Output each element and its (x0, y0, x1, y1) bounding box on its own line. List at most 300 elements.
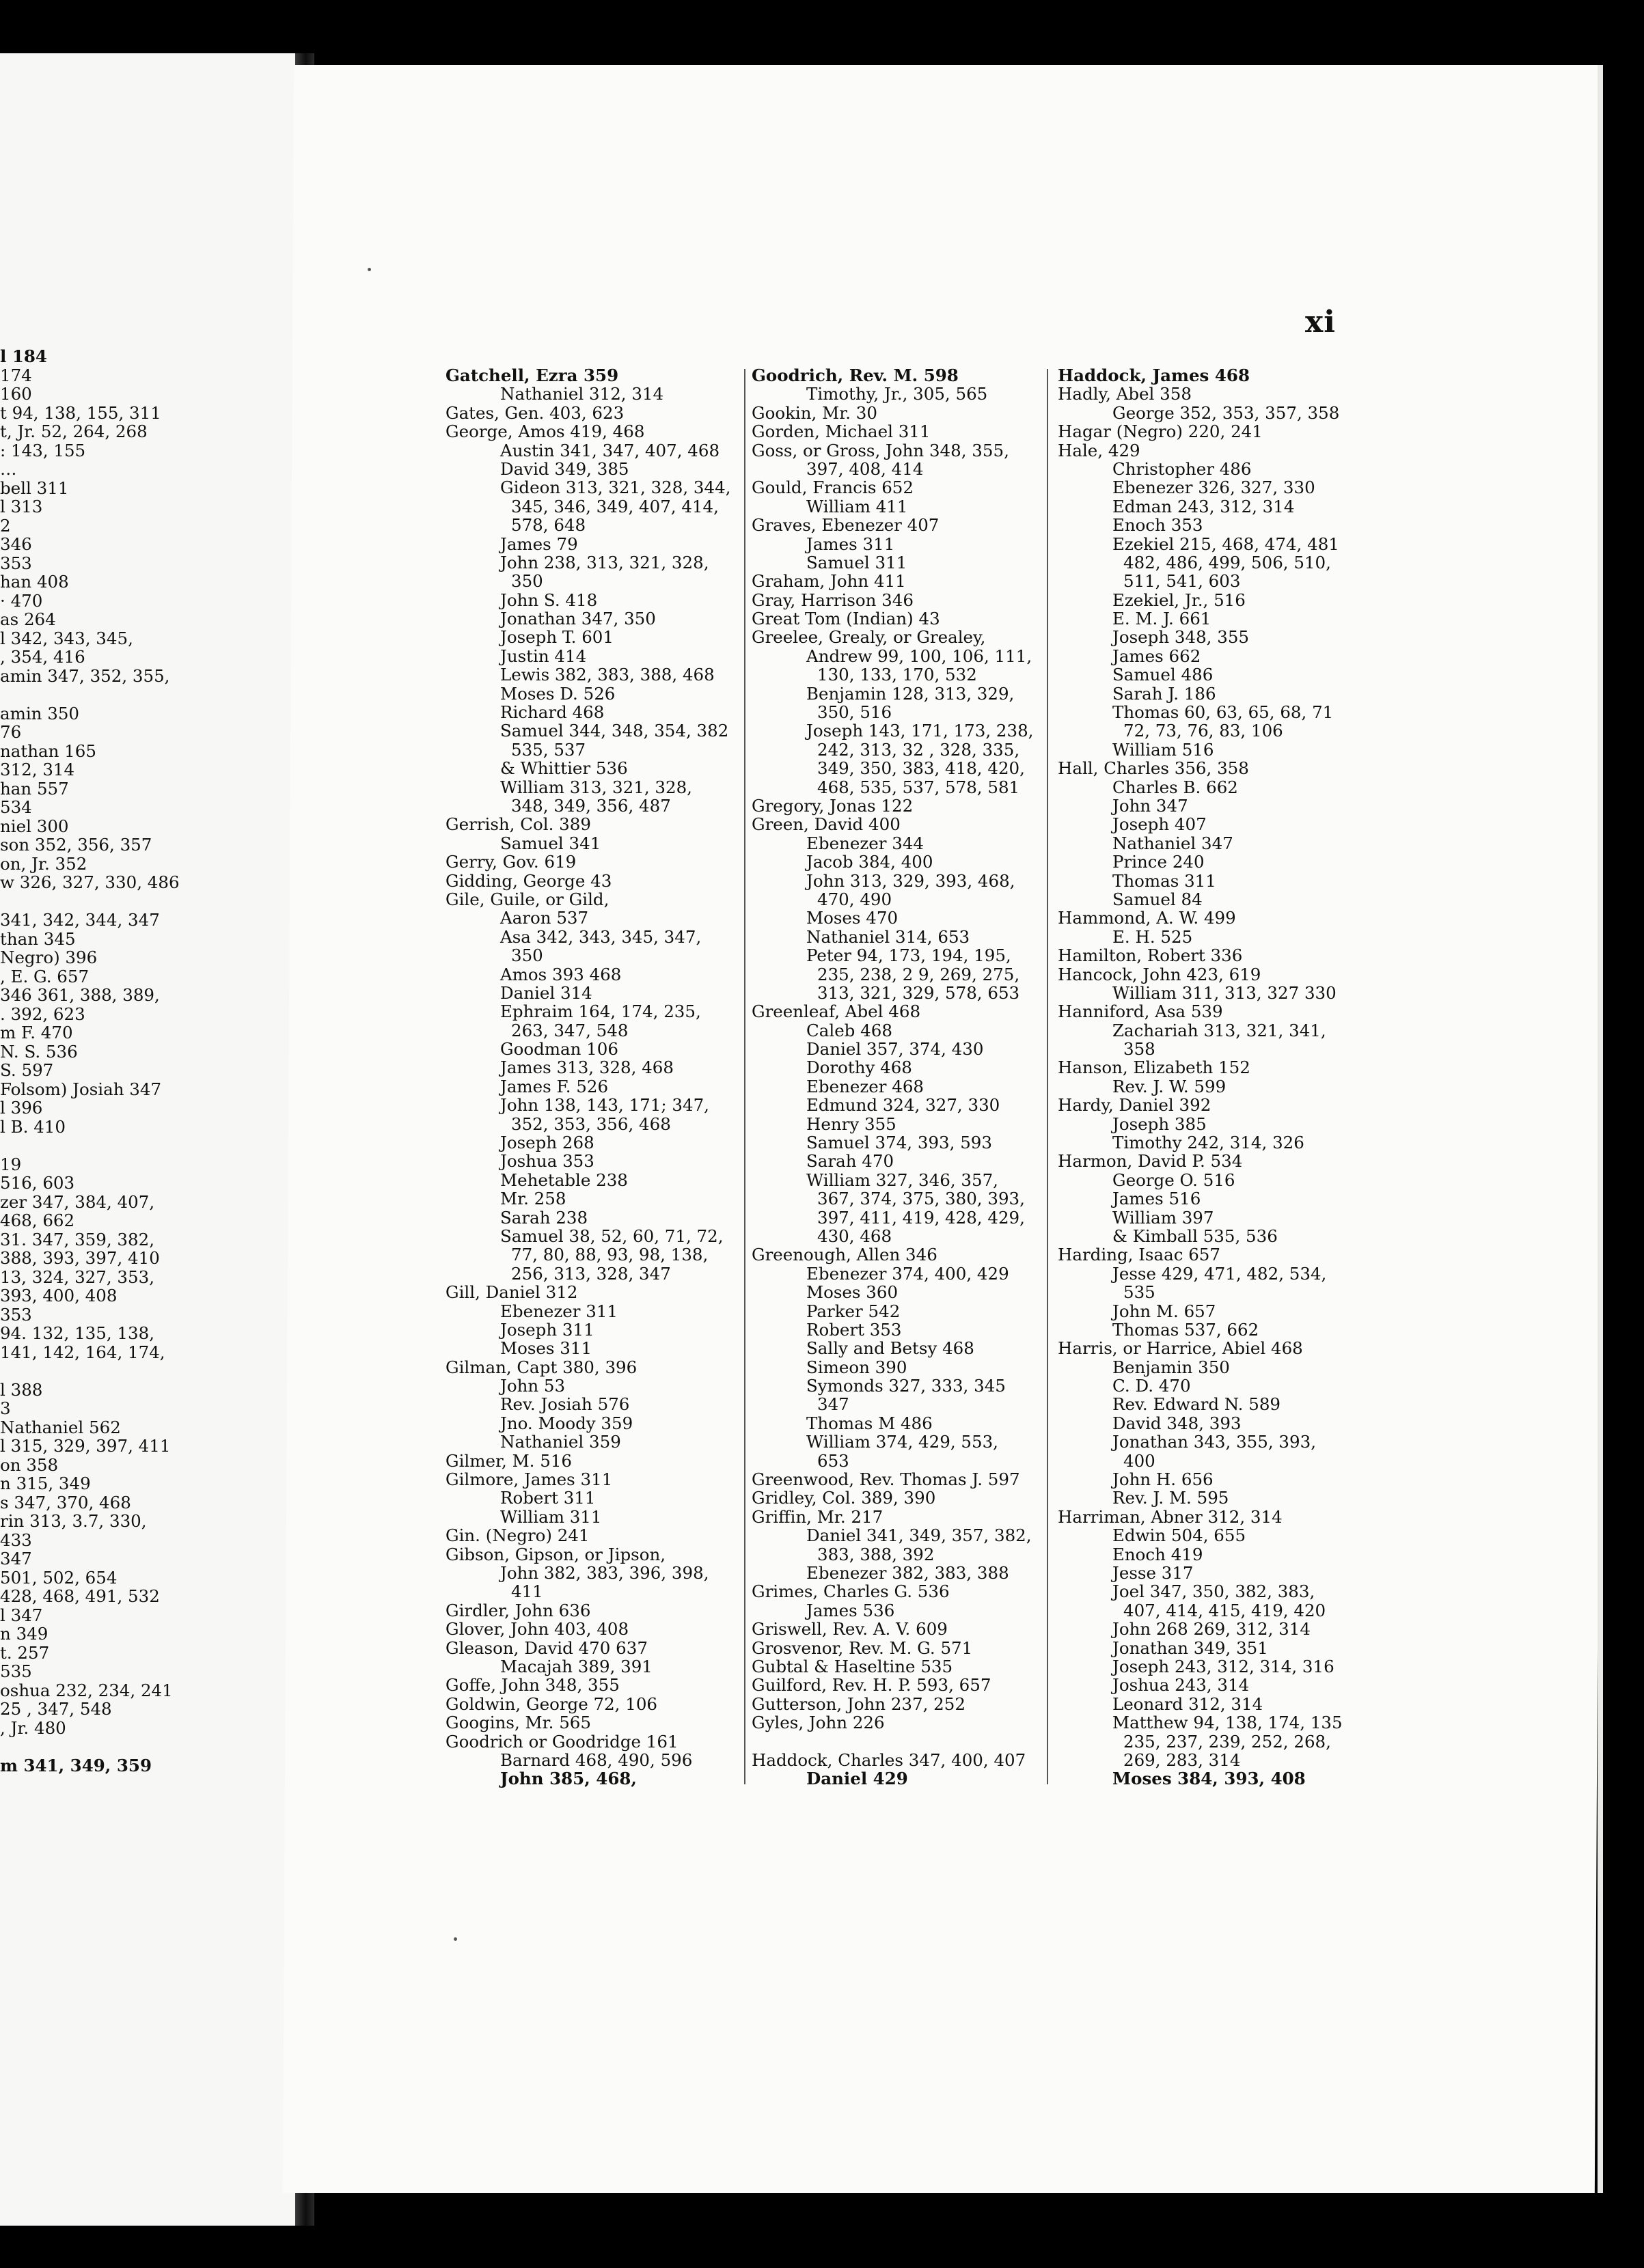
index-subentry: Benjamin 350 (1112, 1357, 1230, 1377)
index-subentry: Sarah J. 186 (1112, 683, 1216, 704)
index-entry: Harris, or Harrice, Abiel 468 (1058, 1338, 1303, 1359)
index-entry: Griswell, Rev. A. V. 609 (752, 1619, 948, 1640)
index-subentry: Mr. 258 (500, 1189, 566, 1209)
index-subentry: Daniel 314 (500, 982, 592, 1003)
index-subentry: John 138, 143, 171; 347, (500, 1095, 709, 1116)
index-subentry: 397, 411, 419, 428, 429, (817, 1207, 1025, 1228)
index-entry: Gill, Daniel 312 (446, 1282, 578, 1303)
index-subentry: Sally and Betsy 468 (806, 1338, 974, 1359)
index-subentry: Henry 355 (806, 1114, 896, 1134)
left-page-line: niel 300 (0, 816, 69, 836)
index-entry: Goodrich or Goodridge 161 (446, 1731, 679, 1752)
left-page-line: on, Jr. 352 (0, 853, 87, 874)
index-column-2 (752, 366, 1045, 1788)
index-subentry: 349, 350, 383, 418, 420, (817, 758, 1025, 779)
index-entry: Hamilton, Robert 336 (1058, 945, 1243, 966)
index-subentry: 470, 490 (817, 889, 892, 909)
index-entry: Gookin, Mr. 30 (752, 402, 877, 423)
index-subentry: John 347 (1112, 795, 1188, 816)
left-page-line: than 345 (0, 928, 76, 949)
left-page-line (0, 685, 295, 704)
index-entry: Guilford, Rev. H. P. 593, 657 (752, 1675, 991, 1696)
index-subentry: Asa 342, 343, 345, 347, (500, 926, 702, 947)
left-page-line: 94. 132, 135, 138, (0, 1323, 154, 1343)
column-divider (1047, 369, 1048, 1784)
index-entry: Harmon, David P. 534 (1058, 1151, 1243, 1172)
left-page-line: s 347, 370, 468 (0, 1492, 131, 1512)
index-entry: Grosvenor, Rev. M. G. 571 (752, 1637, 973, 1658)
index-subentry: John M. 657 (1112, 1301, 1216, 1321)
index-subentry: Samuel 344, 348, 354, 382 (500, 721, 729, 741)
index-subentry: 347 (817, 1394, 849, 1415)
left-page-line: 353 (0, 1304, 32, 1325)
index-subentry: 383, 388, 392 (817, 1544, 935, 1564)
left-page-line: 31. 347, 359, 382, (0, 1229, 154, 1249)
left-page-line: t, Jr. 52, 264, 268 (0, 421, 148, 441)
left-page-line: nathan 165 (0, 741, 96, 761)
left-page-line: 76 (0, 722, 22, 742)
index-subentry: Jesse 317 (1112, 1563, 1194, 1583)
index-entry: Gidding, George 43 (446, 870, 612, 891)
index-subentry: Samuel 486 (1112, 665, 1214, 685)
index-subentry: 578, 648 (511, 515, 586, 536)
index-entry: Griffin, Mr. 217 (752, 1506, 883, 1527)
left-page-line (0, 892, 295, 911)
index-entry: Haddock, Charles 347, 400, 407 (752, 1750, 1026, 1770)
left-page-line: 347 (0, 1549, 32, 1568)
index-subentry: Moses 384, 393, 408 (1112, 1769, 1306, 1789)
index-entry: Gilmer, M. 516 (446, 1450, 572, 1471)
left-page-line: l 342, 343, 345, (0, 628, 133, 648)
index-entry: Goodrich, Rev. M. 598 (752, 365, 959, 385)
left-page-line: rin 313, 3.7, 330, (0, 1511, 147, 1531)
index-subentry: James 79 (500, 534, 578, 554)
left-page-line: t. 257 (0, 1642, 50, 1663)
index-subentry: 350 (511, 571, 543, 592)
index-subentry: Prince 240 (1112, 852, 1205, 872)
left-page-line: l B. 410 (0, 1116, 66, 1137)
index-entry: Hall, Charles 356, 358 (1058, 758, 1249, 779)
index-entry: Gibson, Gipson, or Jipson, (446, 1544, 666, 1564)
index-subentry: 235, 237, 239, 252, 268, (1123, 1731, 1331, 1752)
index-subentry: Andrew 99, 100, 106, 111, (806, 646, 1032, 666)
index-subentry: William 411 (806, 496, 908, 516)
index-subentry: Samuel 341 (500, 833, 601, 853)
index-subentry: Joseph 348, 355 (1112, 627, 1249, 648)
index-subentry: Ebenezer 374, 400, 429 (806, 1263, 1009, 1284)
index-entry: Gerrish, Col. 389 (446, 814, 591, 835)
index-subentry: 350, 516 (817, 702, 892, 723)
index-subentry: E. M. J. 661 (1112, 609, 1211, 629)
index-entry: Goss, or Gross, John 348, 355, (752, 440, 1009, 460)
left-page-line: 312, 314 (0, 760, 75, 779)
index-subentry: Timothy, Jr., 305, 565 (806, 384, 988, 404)
index-subentry: 263, 347, 548 (511, 1020, 629, 1040)
index-subentry: Nathaniel 312, 314 (500, 384, 664, 404)
left-page-line: Negro) 396 (0, 948, 98, 967)
index-subentry: James 662 (1112, 646, 1201, 666)
left-page-line: n 315, 349 (0, 1474, 91, 1493)
page-edge (1598, 65, 1644, 2193)
index-subentry: John 238, 313, 321, 328, (500, 552, 709, 572)
index-subentry: John 382, 383, 396, 398, (500, 1563, 709, 1583)
index-subentry: Joseph T. 601 (500, 627, 614, 648)
index-subentry: Joshua 243, 314 (1112, 1675, 1250, 1696)
index-subentry: John S. 418 (500, 590, 598, 610)
index-subentry: William 327, 346, 357, (806, 1170, 998, 1190)
index-subentry: Jonathan 343, 355, 393, (1112, 1432, 1316, 1452)
index-subentry: Moses D. 526 (500, 683, 616, 704)
index-entry: Hadly, Abel 358 (1058, 384, 1192, 404)
left-page-line: Nathaniel 562 (0, 1417, 121, 1437)
left-page-line: m 341, 349, 359 (0, 1755, 152, 1775)
left-page-line: … (0, 459, 17, 479)
index-subentry: & Kimball 535, 536 (1112, 1226, 1278, 1246)
left-page (0, 53, 295, 2226)
index-subentry: Sarah 238 (500, 1207, 588, 1228)
left-page-line (0, 1136, 295, 1155)
index-subentry: 358 (1123, 1039, 1155, 1060)
index-subentry: Jacob 384, 400 (806, 852, 933, 872)
index-subentry: Joseph 143, 171, 173, 238, (806, 721, 1034, 741)
index-entry: Greenough, Allen 346 (752, 1245, 937, 1265)
index-subentry: Samuel 311 (806, 552, 907, 572)
index-subentry: Robert 353 (806, 1319, 902, 1340)
index-subentry: Joseph 407 (1112, 814, 1207, 835)
index-entry: Glover, John 403, 408 (446, 1619, 629, 1640)
index-subentry: Mehetable 238 (500, 1170, 628, 1190)
left-page-line: 353 (0, 553, 32, 573)
left-page-line: 25 , 347, 548 (0, 1699, 112, 1719)
index-subentry (752, 1732, 1045, 1751)
left-page-line: bell 311 (0, 478, 69, 498)
index-subentry: Thomas M 486 (806, 1413, 933, 1433)
index-subentry: 468, 535, 537, 578, 581 (817, 777, 1020, 797)
left-page-line: 433 (0, 1530, 32, 1550)
index-entry: Greenwood, Rev. Thomas J. 597 (752, 1469, 1020, 1490)
index-subentry: 482, 486, 499, 506, 510, (1123, 552, 1331, 572)
index-subentry: Joseph 385 (1112, 1114, 1207, 1134)
index-entry: Goldwin, George 72, 106 (446, 1693, 658, 1714)
index-subentry: Moses 311 (500, 1338, 592, 1359)
index-subentry: 511, 541, 603 (1123, 571, 1241, 592)
left-page-line: 535 (0, 1661, 32, 1681)
index-subentry: Joseph 311 (500, 1319, 594, 1340)
index-entry: Gin. (Negro) 241 (446, 1525, 590, 1546)
left-page-line: zer 347, 384, 407, (0, 1191, 155, 1212)
index-entry: Harriman, Abner 312, 314 (1058, 1506, 1283, 1527)
index-subentry: Richard 468 (500, 702, 605, 723)
index-subentry: William 374, 429, 553, (806, 1432, 998, 1452)
index-subentry: John 313, 329, 393, 468, (806, 870, 1015, 891)
index-subentry: Parker 542 (806, 1301, 901, 1321)
index-entry: Grimes, Charles G. 536 (752, 1581, 950, 1602)
index-entry: Hancock, John 423, 619 (1058, 964, 1261, 984)
index-subentry: Edmund 324, 327, 330 (806, 1095, 1000, 1116)
index-subentry: 407, 414, 415, 419, 420 (1123, 1600, 1326, 1620)
index-entry: Graham, John 411 (752, 571, 906, 592)
index-subentry: 535 (1123, 1282, 1155, 1303)
index-subentry: Enoch 353 (1112, 515, 1203, 536)
index-subentry: George 352, 353, 357, 358 (1112, 402, 1340, 423)
left-page-line: amin 347, 352, 355, (0, 665, 170, 686)
index-subentry: Edwin 504, 655 (1112, 1525, 1246, 1546)
left-page-line: on 358 (0, 1454, 59, 1475)
left-page-line: m F. 470 (0, 1023, 73, 1042)
index-subentry: Jno. Moody 359 (500, 1413, 633, 1433)
left-page-line: 393, 400, 408 (0, 1286, 118, 1305)
index-subentry: Caleb 468 (806, 1020, 892, 1040)
left-page-line: l 184 (0, 346, 47, 366)
index-subentry: John H. 656 (1112, 1469, 1214, 1490)
index-subentry: John 53 (500, 1376, 566, 1396)
index-subentry: Joel 347, 350, 382, 383, (1112, 1581, 1315, 1602)
left-page-line: 141, 142, 164, 174, (0, 1342, 165, 1362)
index-subentry: William 311 (500, 1506, 602, 1527)
index-subentry: E. H. 525 (1112, 926, 1193, 947)
index-subentry: 130, 133, 170, 532 (817, 665, 977, 685)
index-entry: Gregory, Jonas 122 (752, 795, 914, 816)
index-subentry: George O. 516 (1112, 1170, 1235, 1190)
index-subentry: Matthew 94, 138, 174, 135 (1112, 1713, 1343, 1733)
index-subentry: Aaron 537 (500, 908, 589, 928)
index-subentry: 653 (817, 1450, 849, 1471)
index-subentry: Ephraim 164, 174, 235, (500, 1001, 701, 1022)
index-subentry: William 313, 321, 328, (500, 777, 692, 797)
index-subentry: Thomas 537, 662 (1112, 1319, 1259, 1340)
left-page-line: l 396 (0, 1098, 43, 1118)
index-entry: Hanniford, Asa 539 (1058, 1001, 1223, 1022)
left-page-line: 388, 393, 397, 410 (0, 1248, 160, 1268)
left-page-line: 19 (0, 1154, 22, 1174)
left-page-line: : 143, 155 (0, 440, 86, 460)
left-page-line: N. S. 536 (0, 1041, 78, 1062)
index-subentry: Nathaniel 314, 653 (806, 926, 970, 947)
left-page-line: son 352, 356, 357 (0, 835, 152, 855)
index-subentry: Benjamin 128, 313, 329, (806, 683, 1015, 704)
index-subentry: Goodman 106 (500, 1039, 618, 1060)
index-subentry: Christopher 486 (1112, 458, 1252, 479)
index-subentry: Joseph 243, 312, 314, 316 (1112, 1656, 1334, 1676)
index-subentry: James 536 (806, 1600, 895, 1620)
index-subentry: Austin 341, 347, 407, 468 (500, 440, 720, 460)
index-subentry: James F. 526 (500, 1076, 609, 1096)
index-subentry: Lewis 382, 383, 388, 468 (500, 665, 715, 685)
index-subentry: 242, 313, 32 , 328, 335, (817, 739, 1020, 760)
left-page-line: 346 361, 388, 389, (0, 985, 160, 1005)
index-subentry: Robert 311 (500, 1488, 596, 1508)
left-page-line: S. 597 (0, 1060, 54, 1080)
index-entry: Gridley, Col. 389, 390 (752, 1488, 936, 1508)
index-subentry: John 268 269, 312, 314 (1112, 1619, 1311, 1640)
index-entry: Greenleaf, Abel 468 (752, 1001, 921, 1022)
index-subentry: Thomas 60, 63, 65, 68, 71 (1112, 702, 1334, 723)
index-entry: Googins, Mr. 565 (446, 1713, 591, 1733)
left-page-line: 534 (0, 797, 32, 817)
left-page-line: . 392, 623 (0, 1004, 85, 1024)
left-page-line: , 354, 416 (0, 647, 85, 667)
left-page-line: 2 (0, 515, 11, 536)
left-page-line: t 94, 138, 155, 311 (0, 402, 161, 423)
speck (368, 268, 371, 271)
index-subentry: Rev. Josiah 576 (500, 1394, 630, 1415)
index-subentry: Jesse 429, 471, 482, 534, (1112, 1263, 1327, 1284)
index-subentry: James 313, 328, 468 (500, 1057, 674, 1078)
left-page-line: amin 350 (0, 703, 80, 723)
index-subentry: Simeon 390 (806, 1357, 907, 1377)
index-subentry: Ebenezer 344 (806, 833, 924, 853)
left-page-line (0, 1737, 295, 1756)
index-subentry: 345, 346, 349, 407, 414, (511, 496, 719, 516)
index-entry: Hanson, Elizabeth 152 (1058, 1057, 1250, 1078)
left-page-line: l 347 (0, 1605, 43, 1625)
index-entry: Gilman, Capt 380, 396 (446, 1357, 638, 1377)
index-subentry: 350 (511, 945, 543, 966)
index-subentry: 77, 80, 88, 93, 98, 138, (511, 1245, 709, 1265)
index-entry: Greelee, Grealy, or Grealey, (752, 627, 986, 648)
index-entry: Gleason, David 470 637 (446, 1637, 648, 1658)
index-subentry: Ebenezer 382, 383, 388 (806, 1563, 1009, 1583)
index-subentry: 400 (1123, 1450, 1155, 1471)
index-subentry: 411 (511, 1581, 543, 1602)
left-page-line: , Jr. 480 (0, 1717, 66, 1738)
left-page-line: 501, 502, 654 (0, 1567, 118, 1588)
index-entry: Gutterson, John 237, 252 (752, 1693, 965, 1714)
index-subentry: Joshua 353 (500, 1151, 594, 1172)
index-subentry: Sarah 470 (806, 1151, 894, 1172)
index-subentry: C. D. 470 (1112, 1376, 1191, 1396)
index-subentry: Dorothy 468 (806, 1057, 912, 1078)
index-entry: Hale, 429 (1058, 440, 1140, 460)
left-page-line: 516, 603 (0, 1173, 75, 1193)
index-subentry: Samuel 38, 52, 60, 71, 72, (500, 1226, 724, 1246)
index-subentry: Jonathan 347, 350 (500, 609, 656, 629)
index-subentry: 397, 408, 414 (806, 458, 924, 479)
left-page-line: , E. G. 657 (0, 966, 90, 986)
index-subentry: 313, 321, 329, 578, 653 (817, 982, 1020, 1003)
left-page-line: n 349 (0, 1624, 49, 1644)
index-subentry: William 516 (1112, 739, 1214, 760)
index-entry: Graves, Ebenezer 407 (752, 515, 940, 536)
left-page-line: 341, 342, 344, 347 (0, 910, 160, 930)
index-subentry: Justin 414 (500, 646, 587, 666)
index-subentry: Peter 94, 173, 194, 195, (806, 945, 1011, 966)
index-subentry: 256, 313, 328, 347 (511, 1263, 671, 1284)
index-subentry: Rev. Edward N. 589 (1112, 1394, 1280, 1415)
index-subentry: Leonard 312, 314 (1112, 1693, 1263, 1714)
index-subentry: David 348, 393 (1112, 1413, 1242, 1433)
left-page-line: 428, 468, 491, 532 (0, 1586, 160, 1606)
index-entry: Gubtal & Haseltine 535 (752, 1656, 953, 1676)
index-subentry: Edman 243, 312, 314 (1112, 496, 1295, 516)
index-subentry: Daniel 357, 374, 430 (806, 1039, 984, 1060)
index-subentry: Timothy 242, 314, 326 (1112, 1133, 1304, 1153)
left-page-line: han 408 (0, 572, 69, 592)
left-page-fragments (0, 347, 295, 1775)
index-subentry: Jonathan 349, 351 (1112, 1637, 1268, 1658)
index-entry: Haddock, James 468 (1058, 365, 1250, 385)
index-entry: Gyles, John 226 (752, 1713, 885, 1733)
index-entry: George, Amos 419, 468 (446, 421, 645, 442)
index-subentry: 535, 537 (511, 739, 586, 760)
column-divider (744, 369, 745, 1784)
index-subentry: Daniel 341, 349, 357, 382, (806, 1525, 1032, 1546)
index-subentry: Barnard 468, 490, 596 (500, 1750, 693, 1770)
left-page-line: 174 (0, 365, 32, 385)
index-subentry: William 311, 313, 327 330 (1112, 982, 1337, 1003)
index-subentry: James 516 (1112, 1189, 1201, 1209)
index-entry: Hammond, A. W. 499 (1058, 908, 1236, 928)
index-subentry: Rev. J. M. 595 (1112, 1488, 1229, 1508)
index-column-3 (1058, 366, 1345, 1788)
index-entry: Gould, Francis 652 (752, 478, 914, 498)
left-page-line: 160 (0, 384, 32, 404)
index-entry: Harding, Isaac 657 (1058, 1245, 1220, 1265)
index-subentry: 269, 283, 314 (1123, 1750, 1241, 1770)
index-subentry: Nathaniel 347 (1112, 833, 1233, 853)
index-subentry: Joseph 268 (500, 1133, 594, 1153)
index-entry: Great Tom (Indian) 43 (752, 609, 940, 629)
index-subentry: Ezekiel 215, 468, 474, 481 (1112, 534, 1339, 554)
index-entry: Gray, Harrison 346 (752, 590, 914, 610)
left-page-line (0, 1361, 295, 1381)
left-page-line: 346 (0, 534, 32, 554)
index-entry: Gates, Gen. 403, 623 (446, 402, 625, 423)
left-page-line: w 326, 327, 330, 486 (0, 872, 180, 892)
index-subentry: Samuel 374, 393, 593 (806, 1133, 992, 1153)
index-subentry: 348, 349, 356, 487 (511, 795, 671, 816)
index-subentry: & Whittier 536 (500, 758, 628, 779)
index-entry: Gilmore, James 311 (446, 1469, 613, 1490)
index-entry: Green, David 400 (752, 814, 901, 835)
index-subentry: Charles B. 662 (1112, 777, 1238, 797)
left-page-line: l 315, 329, 397, 411 (0, 1436, 171, 1456)
index-subentry: Macajah 389, 391 (500, 1656, 653, 1676)
index-subentry: 430, 468 (817, 1226, 892, 1246)
index-entry: Goffe, John 348, 355 (446, 1675, 620, 1696)
left-page-line: 468, 662 (0, 1211, 75, 1230)
left-page-line: Folsom) Josiah 347 (0, 1079, 162, 1099)
speck (454, 1937, 457, 1941)
index-subentry: Nathaniel 359 (500, 1432, 621, 1452)
index-entry: Gatchell, Ezra 359 (446, 365, 619, 385)
index-subentry: Rev. J. W. 599 (1112, 1076, 1227, 1096)
index-subentry: Gideon 313, 321, 328, 344, (500, 478, 731, 498)
left-page-line: · 470 (0, 590, 43, 611)
index-subentry: Symonds 327, 333, 345 (806, 1376, 1006, 1396)
index-subentry: Moses 470 (806, 908, 899, 928)
index-subentry: Ezekiel, Jr., 516 (1112, 590, 1246, 610)
index-entry: Hardy, Daniel 392 (1058, 1095, 1211, 1116)
index-subentry: David 349, 385 (500, 458, 629, 479)
index-subentry: 72, 73, 76, 83, 106 (1123, 721, 1283, 741)
index-subentry: James 311 (806, 534, 895, 554)
index-subentry: Ebenezer 311 (500, 1301, 618, 1321)
index-subentry: William 397 (1112, 1207, 1214, 1228)
index-column-1 (446, 366, 739, 1788)
index-entry: Gorden, Michael 311 (752, 421, 931, 442)
index-subentry: Amos 393 468 (500, 964, 622, 984)
index-subentry: Zachariah 313, 321, 341, (1112, 1020, 1326, 1040)
left-page-line: as 264 (0, 609, 56, 629)
left-page-line: l 313 (0, 497, 43, 516)
left-page-line: 3 (0, 1398, 11, 1418)
index-subentry: Ebenezer 468 (806, 1076, 924, 1096)
index-subentry: Ebenezer 326, 327, 330 (1112, 478, 1315, 498)
index-entry: Hagar (Negro) 220, 241 (1058, 421, 1263, 442)
left-page-line: l 388 (0, 1379, 43, 1400)
index-entry: Girdler, John 636 (446, 1600, 591, 1620)
